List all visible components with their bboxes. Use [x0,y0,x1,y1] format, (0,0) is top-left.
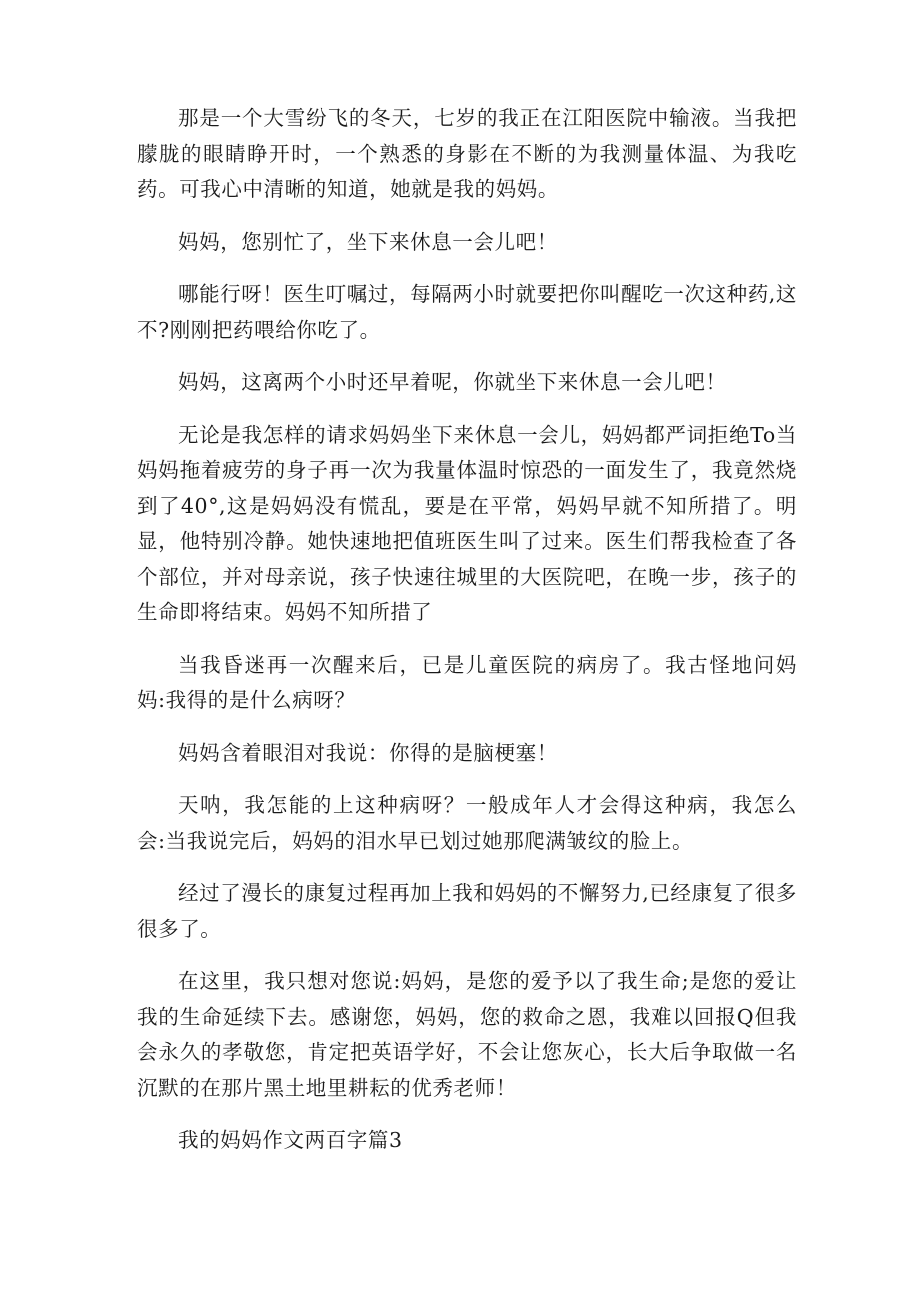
paragraph-7: 妈妈含着眼泪对我说：你得的是脑梗塞！ [178,740,558,765]
paragraph-4: 妈妈，这离两个小时还早着呢，你就坐下来休息一会儿吧！ [178,370,727,394]
paragraph-1: 那是一个大雪纷飞的冬天，七岁的我正在江阳医院中输液。当我把朦胧的眼睛睁开时，一个熟悉的身影在不断的为我测量体温、为我吃药。可我心中清晰的知道，她就是我的妈妈。 [137,106,797,201]
document-body [137,101,797,1176]
paragraph-3: 哪能行呀！医生叮嘱过，每隔两小时就要把你叫醒吃一次这种药,这不?刚刚把药喂给你吃了。 [137,282,798,342]
section-heading: 我的妈妈作文两百字篇3 [178,1128,403,1152]
paragraph-8: 天呐，我怎能的上这种病呀？一般成年人才会得这种病，我怎么会:当我说完后，妈妈的泪水早已划过她那爬满皱纹的脸上。 [137,793,797,853]
paragraph-6: 当我昏迷再一次醒来后，已是儿童医院的病房了。我古怪地问妈妈:我得的是什么病呀？ [137,652,797,712]
paragraph-10: 在这里，我只想对您说:妈妈，是您的爱予以了我生命;是您的爱让我的生命延续下去。感谢您，妈妈，您的救命之恩，我难以回报Q但我会永久的孝敬您，肯定把英语学好，不会让您灰心，长大后争取做一名沉默的在那片黑土地里耕耘的优秀老师！ [137,969,797,1100]
paragraph-9: 经过了漫长的康复过程再加上我和妈妈的不懈努力,已经康复了很多很多了。 [137,881,798,941]
paragraph-5: 无论是我怎样的请求妈妈坐下来休息一会儿，妈妈都严词拒绝To当妈妈拖着疲劳的身子再一次为我量体温时惊恐的一面发生了，我竟然烧到了40°,这是妈妈没有慌乱，要是在平常，妈妈早就不知所措了。明显，他特别冷静。她快速地把值班医生叫了过来。医生们帮我检查了各个部位，并对母亲说，孩子快速往城里的大医院吧，在晚一步，孩子的生命即将结束。妈妈不知所措了 [137,422,797,624]
paragraph-2: 妈妈，您别忙了，坐下来休息一会儿吧！ [178,229,558,254]
